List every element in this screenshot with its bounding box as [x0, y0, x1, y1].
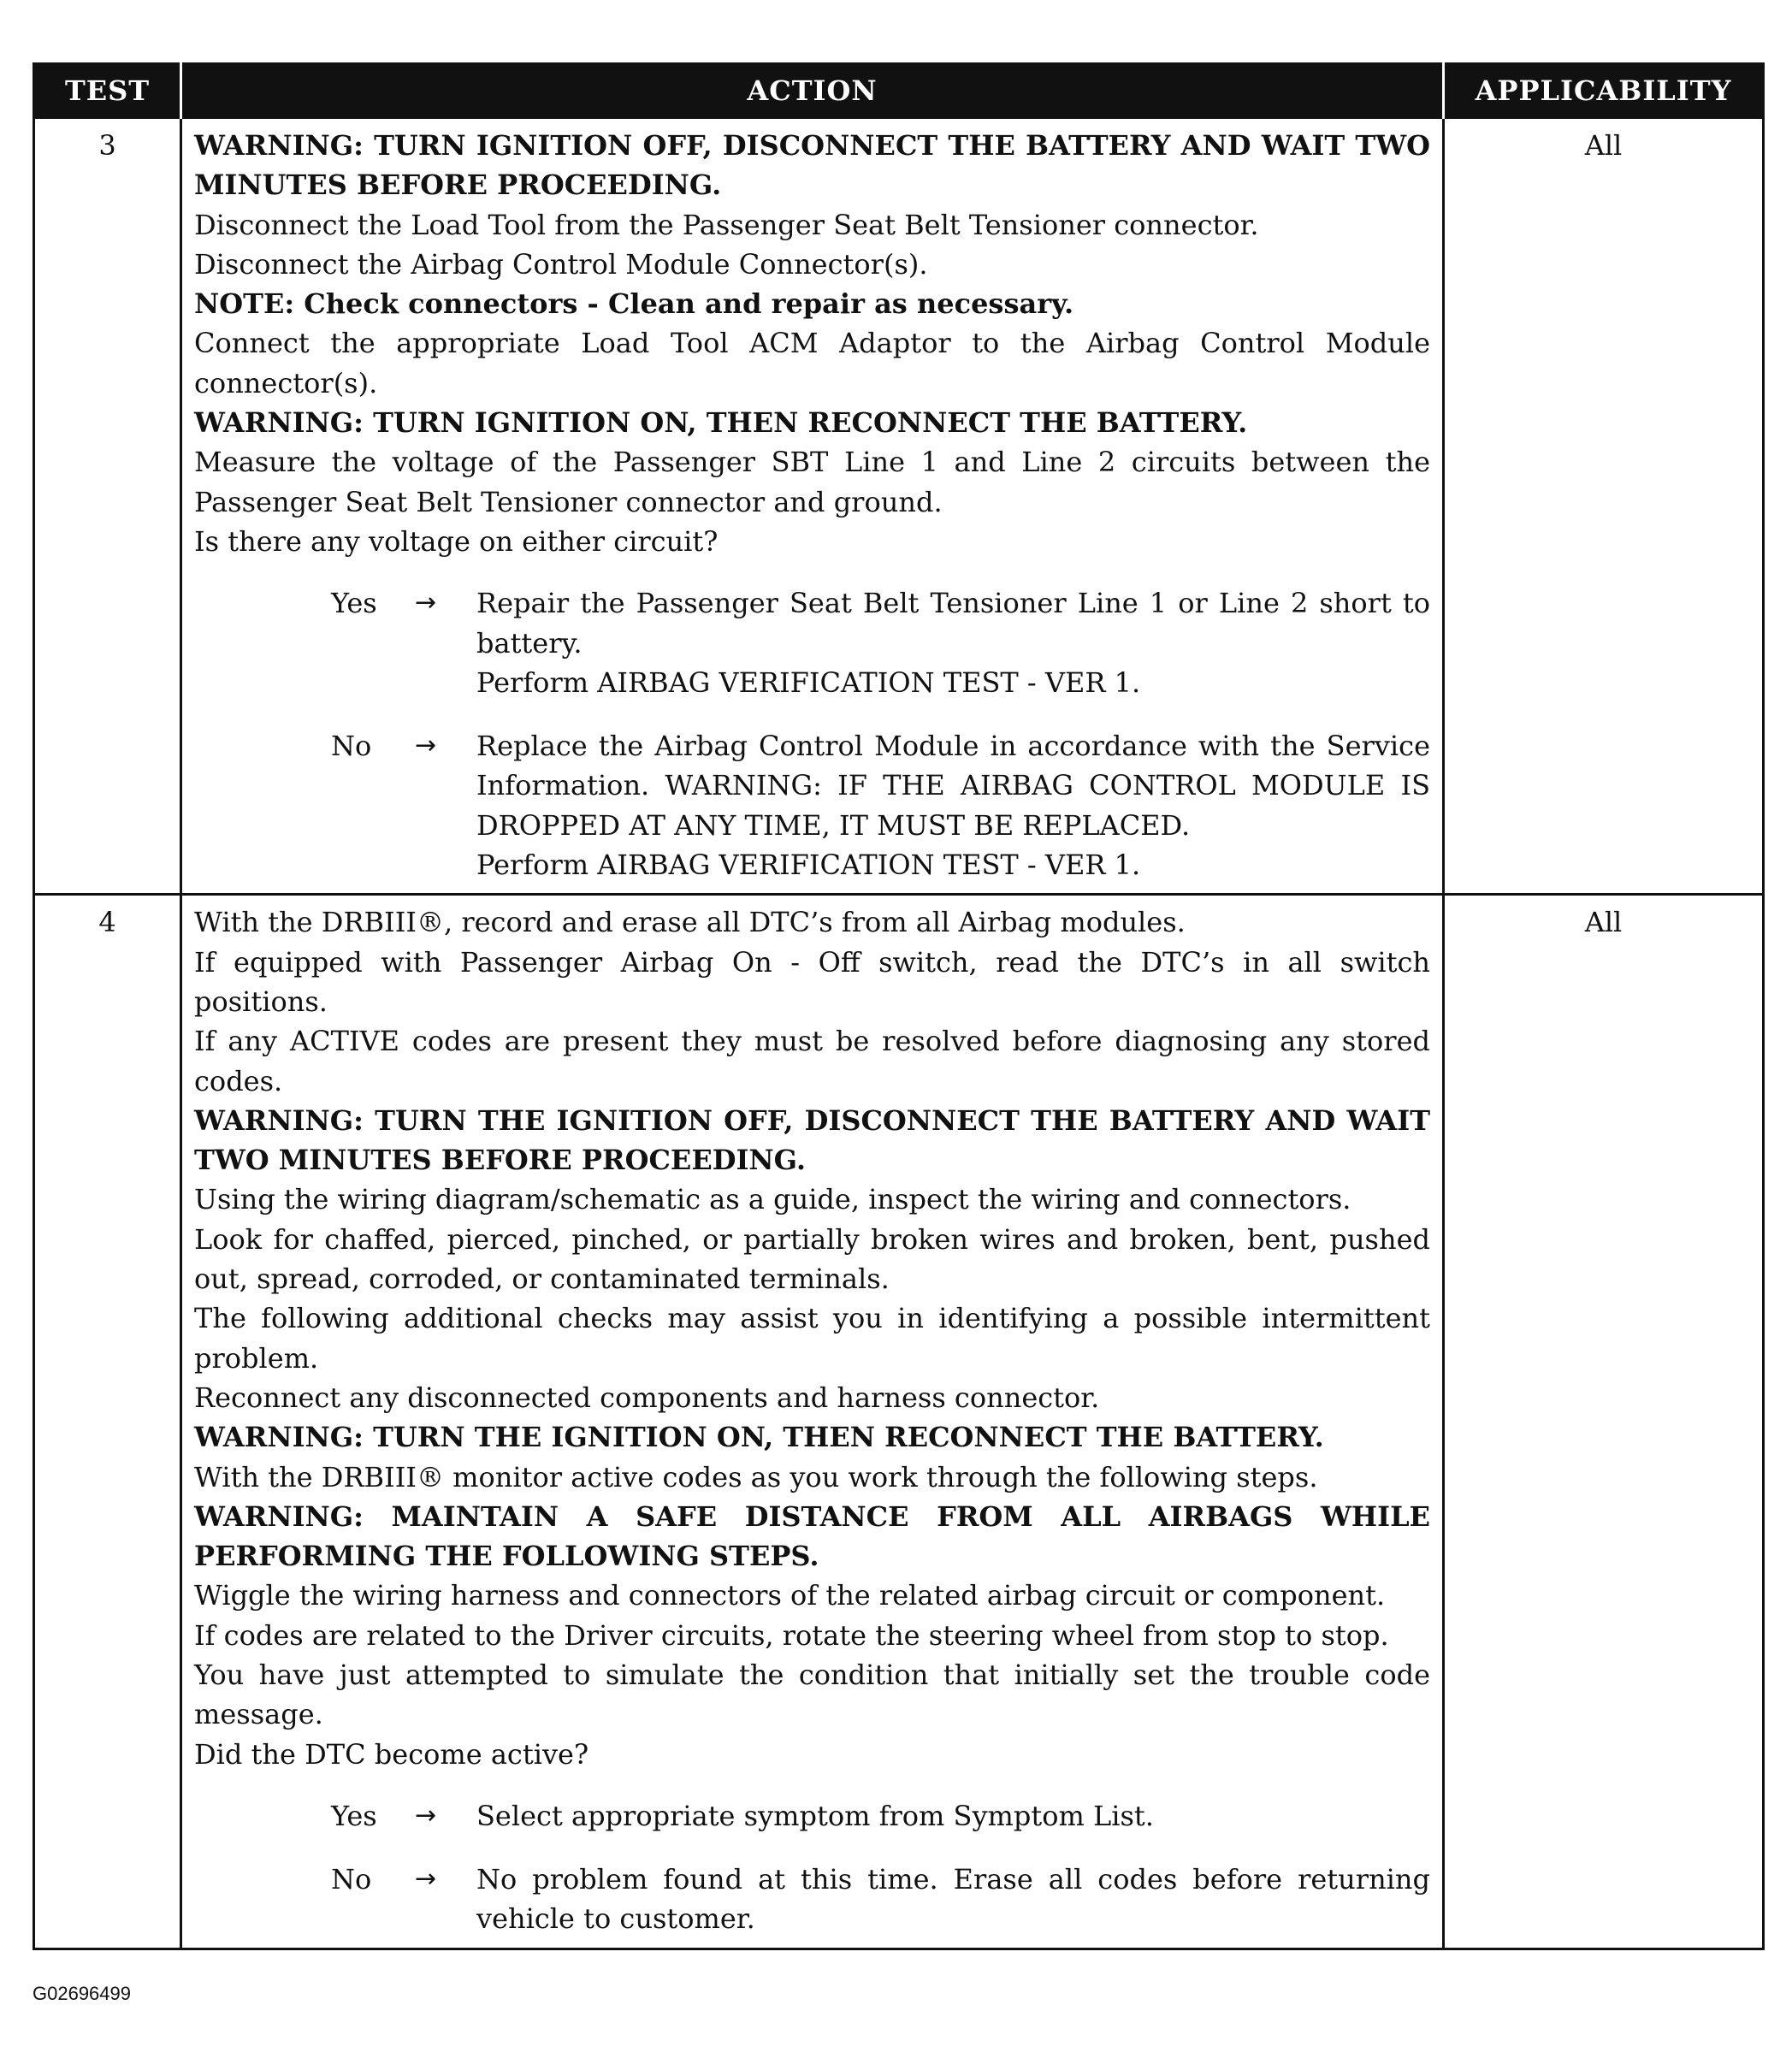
instruction-text: With the DRBIII® monitor active codes as you work through the following steps. [194, 1460, 1318, 1493]
outcome-list [194, 1796, 1430, 1939]
instruction-text: You have just attempted to simulate the condition that initially set the trouble code message. [194, 1658, 1430, 1731]
result-text: Repair the Passenger Seat Belt Tensioner Line 1 or Line 2 short to battery. [476, 587, 1430, 659]
instruction-text: Did the DTC become active? [194, 1737, 589, 1771]
outcome-answer: Yes [331, 1799, 377, 1832]
arrow-right-icon: → [415, 730, 437, 761]
outcome-result [476, 583, 1430, 702]
outcome-result [476, 726, 1430, 884]
header-action: ACTION [181, 64, 1444, 118]
result-text: Perform AIRBAG VERIFICATION TEST - VER 1. [476, 849, 1141, 882]
action-cell [181, 118, 1444, 895]
instruction-text: Look for chaffed, pierced, pinched, or partially broken wires and broken, bent, pushed out, spread, corroded, or contaminated terminals. [194, 1222, 1430, 1296]
instruction-text: Measure the voltage of the Passenger SBT Line 1 and Line 2 circuits between the Passenger Seat Belt Tensioner connector and ground. [194, 446, 1430, 518]
table-row [34, 118, 1764, 895]
warning-text: WARNING: TURN THE IGNITION OFF, DISCONNECT THE BATTERY AND WAIT TWO MINUTES BEFORE PROCEEDING. [194, 1103, 1430, 1177]
result-text: Replace the Airbag Control Module in accordance with the Service Information. WARNING: IF THE AIRBAG CONTROL MODULE IS DROPPED AT ANY TIME, IT MUST BE REPLACED. [476, 730, 1430, 842]
header-test: TEST [34, 64, 181, 118]
figure-id: G02696499 [33, 1983, 131, 2004]
instruction-text: With the DRBIII®, record and erase all DTC’s from all Airbag modules. [194, 906, 1186, 939]
result-text: No problem found at this time. Erase all codes before returning vehicle to customer. [476, 1863, 1430, 1936]
instruction-text: Using the wiring diagram/schematic as a guide, inspect the wiring and connectors. [194, 1183, 1351, 1216]
applicability-value: All [1444, 895, 1764, 1949]
warning-text: WARNING: TURN IGNITION OFF, DISCONNECT THE BATTERY AND WAIT TWO MINUTES BEFORE PROCEEDING. [194, 129, 1430, 202]
warning-text: WARNING: TURN THE IGNITION ON, THEN RECONNECT THE BATTERY. [194, 1421, 1324, 1454]
outcome-item [194, 1796, 1430, 1836]
instruction-text: Is there any voltage on either circuit? [194, 524, 719, 558]
outcome-result [476, 1860, 1430, 1939]
outcome-answer: Yes [331, 587, 377, 620]
outcome-item [194, 726, 1430, 884]
table-header [34, 64, 1764, 118]
applicability-value: All [1444, 118, 1764, 895]
result-text: Select appropriate symptom from Symptom List. [476, 1799, 1154, 1832]
outcome-answer: No [331, 1863, 372, 1896]
instruction-text: The following additional checks may assist you in identifying a possible intermittent problem. [194, 1302, 1430, 1375]
instruction-text: Disconnect the Load Tool from the Passenger Seat Belt Tensioner connector. [194, 208, 1259, 241]
instruction-text: Disconnect the Airbag Control Module Connector(s). [194, 247, 928, 281]
outcome-item [194, 583, 1430, 702]
warning-text: WARNING: TURN IGNITION ON, THEN RECONNECT THE BATTERY. [194, 406, 1248, 440]
table-body [34, 118, 1764, 1949]
result-text: Perform AIRBAG VERIFICATION TEST - VER 1. [476, 665, 1141, 699]
header-applicability: APPLICABILITY [1444, 64, 1764, 118]
arrow-right-icon: → [415, 588, 437, 618]
outcome-result [476, 1796, 1430, 1836]
arrow-right-icon: → [415, 1800, 437, 1830]
diagnostic-table-container [33, 62, 1762, 1950]
instruction-text: If any ACTIVE codes are present they must be resolved before diagnosing any stored codes. [194, 1025, 1430, 1097]
arrow-right-icon: → [415, 1864, 437, 1895]
instruction-text: Wiggle the wiring harness and connectors of the related airbag circuit or component. [194, 1579, 1386, 1612]
test-number: 4 [34, 895, 181, 1949]
instruction-text: Connect the appropriate Load Tool ACM Adaptor to the Airbag Control Module connector(s). [194, 327, 1430, 399]
instruction-text: If equipped with Passenger Airbag On - Off switch, read the DTC’s in all switch positions. [194, 945, 1430, 1018]
action-cell [181, 895, 1444, 1949]
diagnostic-test-table [33, 62, 1765, 1950]
outcome-answer: No [331, 730, 372, 763]
instruction-text: Reconnect any disconnected components and harness connector. [194, 1381, 1100, 1414]
warning-text: WARNING: MAINTAIN A SAFE DISTANCE FROM ALL AIRBAGS WHILE PERFORMING THE FOLLOWING STEPS. [194, 1499, 1430, 1573]
outcome-item [194, 1860, 1430, 1939]
test-number: 3 [34, 118, 181, 895]
instruction-text: If codes are related to the Driver circuits, rotate the steering wheel from stop to stop. [194, 1618, 1389, 1652]
outcome-list [194, 583, 1430, 884]
table-row [34, 895, 1764, 1949]
warning-text: NOTE: Check connectors - Clean and repair as necessary. [194, 287, 1074, 321]
